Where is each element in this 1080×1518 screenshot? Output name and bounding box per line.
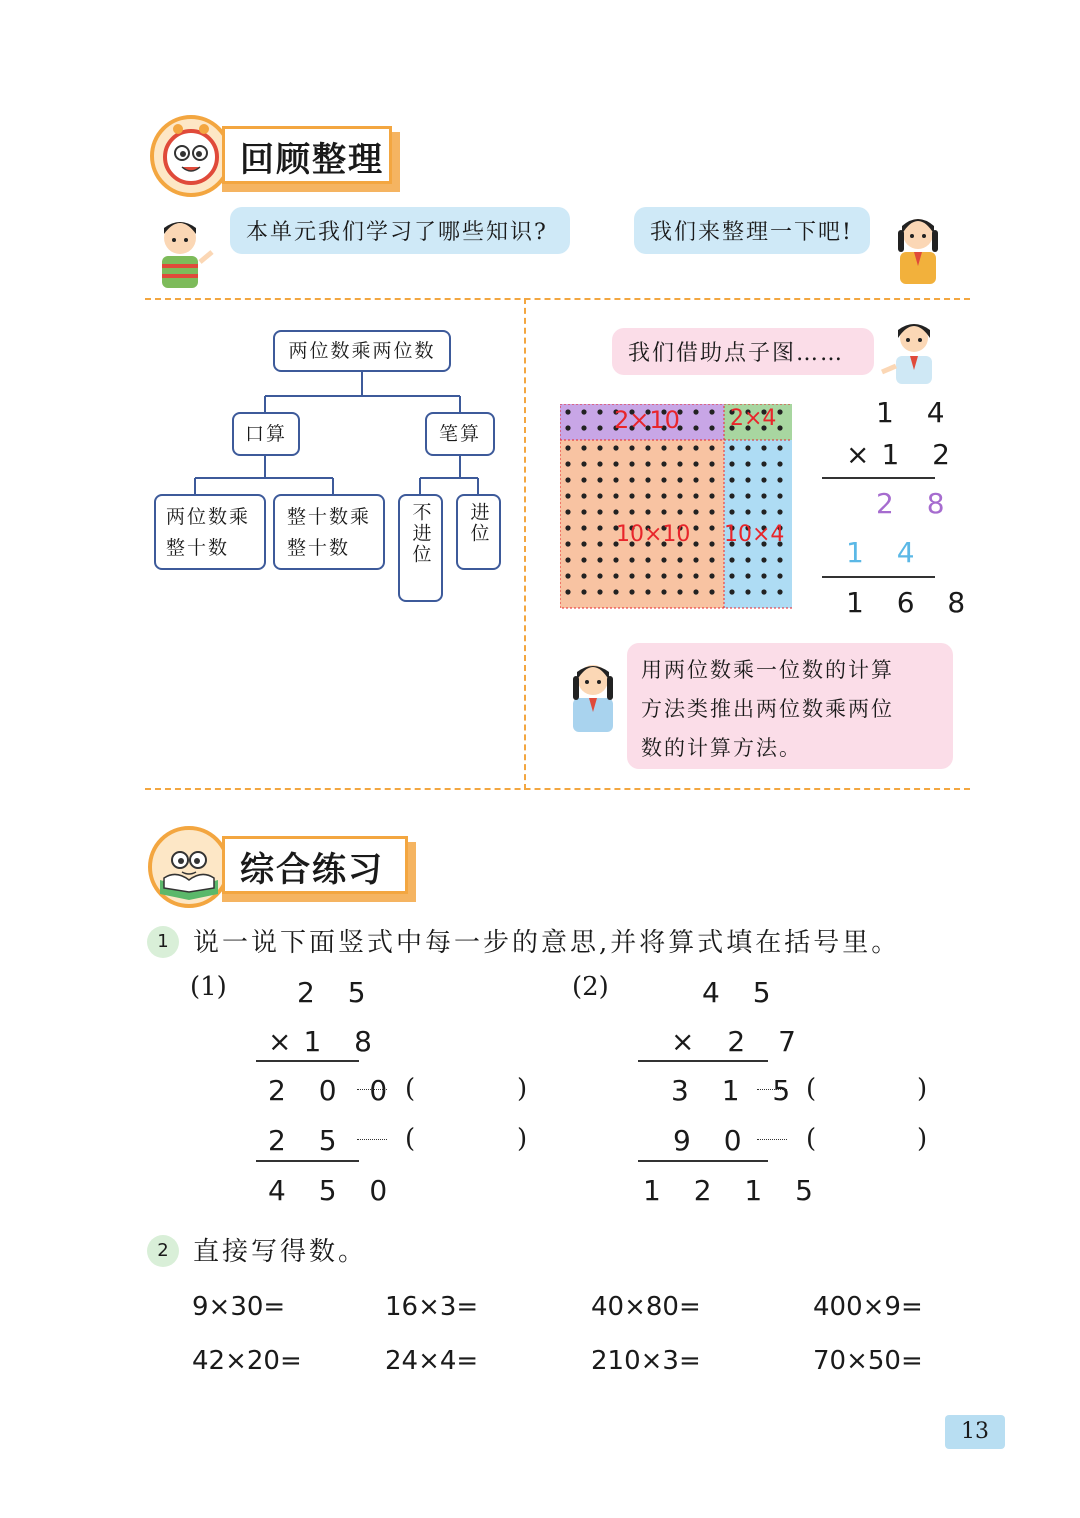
- practice-title: 综合练习: [240, 850, 384, 890]
- q1-number: 1: [147, 926, 179, 958]
- example-partial-1: [876, 487, 957, 520]
- dot: [677, 445, 682, 450]
- practice-badge: [148, 826, 230, 908]
- dot: [629, 461, 634, 466]
- dot: [645, 493, 650, 498]
- dot: [613, 557, 618, 562]
- dot: [661, 445, 666, 450]
- dot: [777, 557, 782, 562]
- dot-chart: [560, 404, 792, 620]
- dot: [761, 461, 766, 466]
- dot: [745, 477, 750, 482]
- example-rule-1: [822, 477, 935, 479]
- dot: [693, 573, 698, 578]
- dot: [645, 589, 650, 594]
- review-banner: [222, 126, 392, 184]
- tree-written: [425, 412, 495, 456]
- dot: [613, 509, 618, 514]
- dot: [729, 461, 734, 466]
- clock-mascot-icon: [154, 119, 228, 193]
- boy-avatar: [152, 212, 218, 290]
- q1-part2-close-paren-1: ): [917, 1074, 928, 1104]
- dot: [777, 493, 782, 498]
- dot-chart-bubble: [612, 328, 874, 375]
- q1-part1-multiplier: ×1 8: [268, 1025, 384, 1058]
- q2-item: 70×50=: [813, 1346, 923, 1376]
- dot: [777, 409, 782, 414]
- q1-text: 说一说下面竖式中每一步的意思,并将算式填在括号里。: [193, 928, 901, 958]
- dot: [777, 573, 782, 578]
- divider-bottom: [145, 788, 970, 790]
- dot: [745, 493, 750, 498]
- dot: [629, 445, 634, 450]
- dot: [613, 477, 618, 482]
- dot: [661, 493, 666, 498]
- dot: [645, 557, 650, 562]
- dot: [745, 557, 750, 562]
- dot: [777, 425, 782, 430]
- q1-part1-row-1: 2 0 0: [268, 1074, 400, 1107]
- dot: [581, 461, 586, 466]
- dot: [597, 477, 602, 482]
- q1-part2-multiplicand: 4 5: [702, 976, 783, 1009]
- girl-speech-bubble: [634, 207, 870, 254]
- tree-leaf-2: [273, 494, 385, 570]
- dot: [693, 557, 698, 562]
- example-result: 1 6 8: [846, 586, 978, 619]
- q2-item: 210×3=: [591, 1346, 701, 1376]
- q1-part2-open-paren-1: (: [806, 1074, 817, 1104]
- tree-oral: [232, 412, 300, 456]
- dot: [729, 477, 734, 482]
- dot: [565, 541, 570, 546]
- dot: [581, 573, 586, 578]
- dot: [613, 461, 618, 466]
- example-multiplicand: 1 4: [876, 396, 957, 429]
- dot: [709, 477, 714, 482]
- q1-part1-open-paren-1: (: [405, 1074, 416, 1104]
- dot: [661, 573, 666, 578]
- dot: [597, 509, 602, 514]
- dot: [709, 557, 714, 562]
- dot: [709, 409, 714, 414]
- q2-text: 直接写得数。: [193, 1237, 368, 1267]
- tree-leaf-4: [456, 494, 501, 570]
- dot: [729, 493, 734, 498]
- q2-item: 400×9=: [813, 1292, 923, 1322]
- girl-note-line-2: 方法类推出两位数乘两位: [641, 697, 894, 721]
- dot: [745, 573, 750, 578]
- dot: [761, 557, 766, 562]
- tree-leaf-2-line-2: 整十数: [287, 537, 351, 559]
- dot: [581, 477, 586, 482]
- dot: [709, 509, 714, 514]
- dot: [777, 477, 782, 482]
- dot-label-10x4: 10×4: [724, 522, 785, 547]
- tree-leaf-3: [398, 494, 443, 602]
- dot: [761, 445, 766, 450]
- dot: [677, 573, 682, 578]
- dot: [709, 461, 714, 466]
- dot: [629, 557, 634, 562]
- dot: [745, 461, 750, 466]
- tree-root-label: 两位数乘两位数: [288, 340, 436, 362]
- q1-part2-multiplier: × 2 7: [671, 1025, 808, 1058]
- dot: [693, 525, 698, 530]
- dot: [597, 557, 602, 562]
- dot: [729, 573, 734, 578]
- dot: [709, 525, 714, 530]
- dot: [581, 425, 586, 430]
- dot: [645, 573, 650, 578]
- q1-part1-rule-2: [256, 1160, 359, 1162]
- dot-label-2x4: 2×4: [730, 406, 777, 431]
- q1-part1-leader-1: [357, 1089, 387, 1090]
- dot: [581, 445, 586, 450]
- dot: [645, 509, 650, 514]
- dot: [677, 557, 682, 562]
- dot: [613, 493, 618, 498]
- dot: [661, 557, 666, 562]
- q2-item: 40×80=: [591, 1292, 701, 1322]
- dot: [661, 477, 666, 482]
- boy-speech-text: 本单元我们学习了哪些知识?: [246, 220, 548, 245]
- dot: [661, 461, 666, 466]
- q1-part1-result: 4 5 0: [268, 1174, 400, 1207]
- example-partial-1-text: 2 8: [876, 487, 957, 520]
- dot: [645, 477, 650, 482]
- dot: [729, 509, 734, 514]
- dot: [597, 425, 602, 430]
- dot: [693, 541, 698, 546]
- tree-leaf-3-label: 不进位: [409, 502, 432, 565]
- dot: [581, 509, 586, 514]
- q1-part1-close-paren-1: ): [517, 1074, 528, 1104]
- dot: [761, 477, 766, 482]
- dot: [777, 445, 782, 450]
- dot: [629, 573, 634, 578]
- q1-part2-leader-1: [757, 1089, 787, 1090]
- review-badge: [150, 115, 232, 197]
- dot: [597, 493, 602, 498]
- dot: [645, 445, 650, 450]
- dot: [613, 573, 618, 578]
- dot: [693, 493, 698, 498]
- boy-speech-bubble: [230, 207, 570, 254]
- dot: [745, 509, 750, 514]
- q1-part2-close-paren-2: ): [917, 1124, 928, 1154]
- dot: [565, 509, 570, 514]
- dot: [709, 445, 714, 450]
- example-partial-2-text: 1 4: [846, 536, 927, 569]
- dot: [745, 589, 750, 594]
- q1-part1-rule-1: [256, 1060, 359, 1062]
- divider-middle: [524, 298, 526, 790]
- dot: [677, 461, 682, 466]
- dot: [761, 589, 766, 594]
- dot: [629, 509, 634, 514]
- dot: [581, 589, 586, 594]
- q1-part1-close-paren-2: ): [517, 1124, 528, 1154]
- page-number: 13: [945, 1415, 1005, 1449]
- dot: [597, 589, 602, 594]
- tree-written-label: 笔算: [438, 423, 481, 445]
- q1-part2-row-2: 9 0: [673, 1124, 754, 1157]
- dot: [693, 409, 698, 414]
- q1-part1-multiplicand: 2 5: [297, 976, 378, 1009]
- tree-leaf-1: [154, 494, 266, 570]
- dot: [565, 409, 570, 414]
- girl-speech-text: 我们来整理一下吧!: [650, 220, 853, 245]
- dot: [693, 445, 698, 450]
- dot: [709, 573, 714, 578]
- dot: [777, 509, 782, 514]
- q2-item: 42×20=: [192, 1346, 302, 1376]
- dot: [565, 493, 570, 498]
- example-multiplier: ×1 2: [846, 438, 962, 471]
- dot: [629, 493, 634, 498]
- dot: [629, 477, 634, 482]
- dot: [709, 493, 714, 498]
- q1-part2-open-paren-2: (: [806, 1124, 817, 1154]
- dot: [565, 461, 570, 466]
- dot: [777, 589, 782, 594]
- dot-label-10x10: 10×10: [616, 522, 691, 547]
- dot: [729, 589, 734, 594]
- example-partial-2: [846, 536, 927, 569]
- dot: [709, 589, 714, 594]
- dot: [597, 445, 602, 450]
- dot: [677, 493, 682, 498]
- q2-item: 9×30=: [192, 1292, 286, 1322]
- q1-part2-leader-2: [757, 1139, 787, 1140]
- q2-item: 24×4=: [385, 1346, 479, 1376]
- practice-banner: [222, 836, 408, 894]
- q2-item: 16×3=: [385, 1292, 479, 1322]
- q1-part2-rule-1: [638, 1060, 768, 1062]
- dot: [565, 477, 570, 482]
- dot: [565, 425, 570, 430]
- dot-chart-bubble-text: 我们借助点子图……: [628, 341, 845, 366]
- dot: [597, 573, 602, 578]
- dot: [677, 477, 682, 482]
- girl-note-bubble: [627, 643, 953, 769]
- tree-leaf-1-line-1: 两位数乘: [166, 506, 251, 528]
- tree-leaf-1-line-2: 整十数: [166, 537, 230, 559]
- dot: [597, 541, 602, 546]
- q1-part2-label: (2): [572, 972, 609, 1002]
- q1-part1-row-2: 2 5: [268, 1124, 349, 1157]
- dot: [693, 589, 698, 594]
- dot: [613, 445, 618, 450]
- dot: [581, 525, 586, 530]
- q2-number: 2: [147, 1235, 179, 1267]
- dot: [709, 425, 714, 430]
- dot: [661, 509, 666, 514]
- dot: [597, 461, 602, 466]
- q1-part1-label: (1): [190, 972, 227, 1002]
- dot: [565, 445, 570, 450]
- q1-part2-row-1: 3 1 5: [671, 1074, 803, 1107]
- dot: [693, 425, 698, 430]
- dot: [729, 557, 734, 562]
- dot: [693, 461, 698, 466]
- girl-avatar-3: [565, 656, 621, 732]
- dot: [565, 573, 570, 578]
- dot: [661, 589, 666, 594]
- dot: [709, 541, 714, 546]
- dot: [565, 557, 570, 562]
- q1-part1-open-paren-2: (: [405, 1124, 416, 1154]
- dot: [677, 509, 682, 514]
- dot: [745, 445, 750, 450]
- review-title: 回顾整理: [240, 140, 384, 180]
- dot: [581, 493, 586, 498]
- girl-note-line-3: 数的计算方法。: [641, 736, 802, 760]
- dot-label-2x10: 2×10: [614, 406, 680, 434]
- girl-note-line-1: 用两位数乘一位数的计算: [641, 658, 894, 682]
- girl-avatar-2: [880, 316, 950, 384]
- q1-part2-rule-2: [638, 1160, 768, 1162]
- q1-part1-leader-2: [357, 1139, 387, 1140]
- tree-root: [273, 330, 451, 372]
- dot: [761, 493, 766, 498]
- dot: [777, 461, 782, 466]
- dot: [693, 477, 698, 482]
- dot: [581, 409, 586, 414]
- dot: [597, 525, 602, 530]
- dot: [729, 445, 734, 450]
- dot: [761, 573, 766, 578]
- tree-leaf-4-label: 进位: [467, 502, 490, 544]
- dot: [597, 409, 602, 414]
- dot: [613, 589, 618, 594]
- dot: [677, 589, 682, 594]
- tree-leaf-2-line-1: 整十数乘: [287, 506, 372, 528]
- dot: [581, 557, 586, 562]
- dot: [565, 589, 570, 594]
- dot: [581, 541, 586, 546]
- dot: [645, 461, 650, 466]
- q1-part2-result: 1 2 1 5: [643, 1174, 825, 1207]
- book-mascot-icon: [152, 830, 226, 904]
- dot: [693, 509, 698, 514]
- girl-avatar: [888, 206, 950, 286]
- tree-oral-label: 口算: [244, 423, 287, 445]
- dot: [629, 589, 634, 594]
- example-rule-2: [822, 576, 935, 578]
- dot: [565, 525, 570, 530]
- dot: [761, 509, 766, 514]
